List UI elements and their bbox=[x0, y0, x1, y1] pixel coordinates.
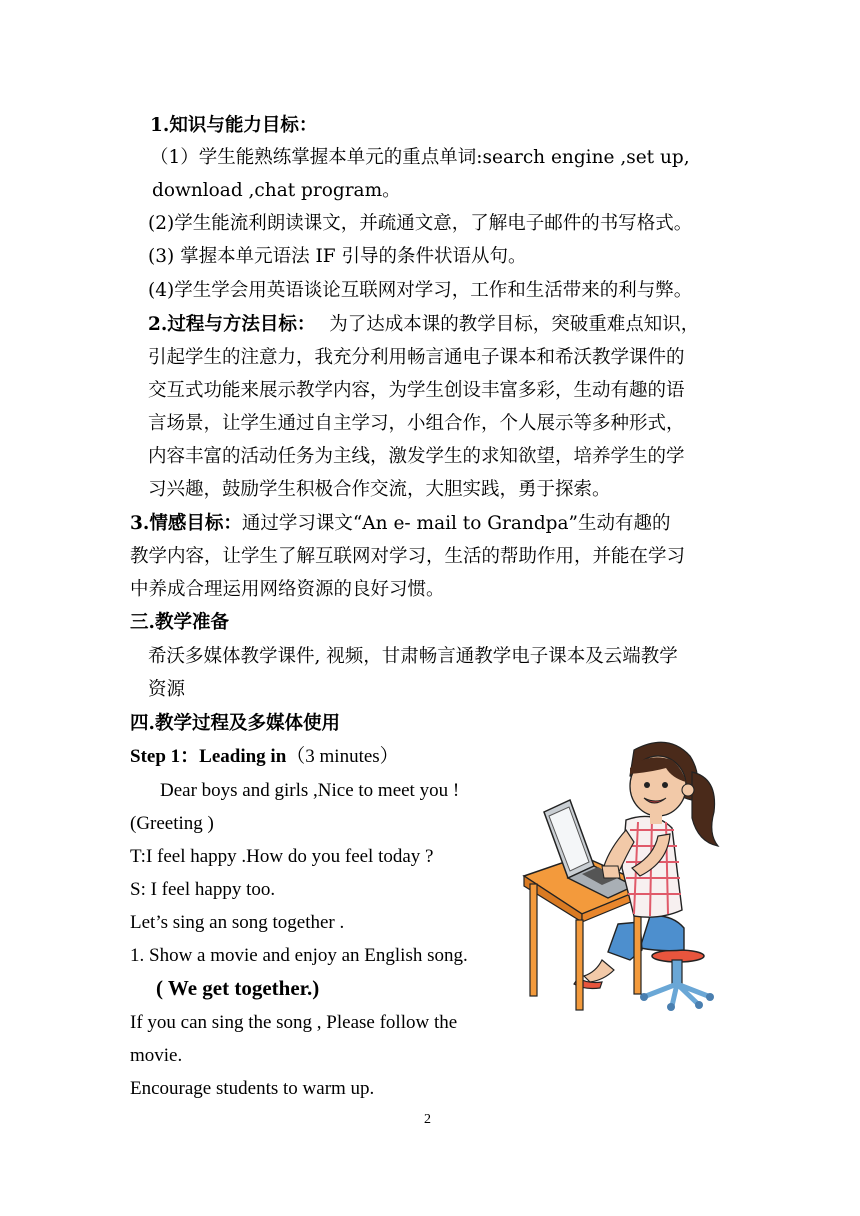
emotional-objective-text-2: 教学内容，让学生了解互联网对学习，生活的帮助作用，并能在学习 bbox=[130, 546, 686, 567]
process-method-text-6: 习兴趣，鼓励学生积极合作交流，大胆实践，勇于探索。 bbox=[148, 479, 611, 500]
objective-item-4: (4)学生学会用英语谈论互联网对学习，工作和生活带来的利与弊。 bbox=[148, 280, 693, 301]
heading-knowledge-objectives: 1.知识与能力目标： bbox=[150, 115, 318, 136]
process-method-text-5: 内容丰富的活动任务为主线，激发学生的求知欲望，培养学生的学 bbox=[148, 446, 685, 467]
heading-process-method: 2.过程与方法目标： bbox=[148, 314, 316, 335]
girl-at-laptop-illustration bbox=[522, 738, 732, 1012]
process-method-text-1: 为了达成本课的教学目标，突破重难点知识， bbox=[329, 314, 700, 335]
step-1-label: Step 1：Leading in bbox=[130, 746, 287, 767]
process-line-3: T:I feel happy .How do you feel today ? bbox=[130, 846, 434, 867]
objective-item-1: （1）学生能熟练掌握本单元的重点单词:search engine ,set up, bbox=[150, 147, 690, 168]
heading-teaching-process: 四.教学过程及多媒体使用 bbox=[130, 713, 340, 734]
preparation-text-1: 希沃多媒体教学课件, 视频，甘肃畅言通教学电子课本及云端教学 bbox=[148, 646, 678, 667]
process-method-text-3: 交互式功能来展示教学内容，为学生创设丰富多彩，生动有趣的语 bbox=[148, 380, 685, 401]
objective-item-3: (3) 掌握本单元语法 IF 引导的条件状语从句。 bbox=[148, 246, 527, 267]
emotional-objective-text-3: 中养成合理运用网络资源的良好习惯。 bbox=[130, 579, 445, 600]
process-method-text-4: 言场景，让学生通过自主学习，小组合作，个人展示等多种形式， bbox=[148, 413, 685, 434]
emotional-objective-paragraph bbox=[130, 512, 671, 536]
process-line-6: 1. Show a movie and enjoy an English song. bbox=[130, 945, 468, 966]
process-line-5: Let’s sing an song together . bbox=[130, 912, 345, 933]
process-method-text-2: 引起学生的注意力，我充分利用畅言通电子课本和希沃教学课件的 bbox=[148, 347, 685, 368]
preparation-text-2: 资源 bbox=[148, 679, 186, 700]
process-line-8: If you can sing the song , Please follow the bbox=[130, 1012, 458, 1033]
process-line-9: movie. bbox=[130, 1045, 183, 1066]
process-line-10: Encourage students to warm up. bbox=[130, 1078, 375, 1099]
step-1-time: （3 minutes） bbox=[286, 746, 399, 767]
process-line-1: Dear boys and girls ,Nice to meet you ! bbox=[160, 780, 460, 801]
process-line-2: (Greeting ) bbox=[130, 813, 214, 834]
stool-icon bbox=[640, 950, 714, 1011]
heading-teaching-preparation: 三.教学准备 bbox=[130, 612, 229, 633]
page-number: 2 bbox=[424, 1112, 431, 1127]
objective-item-1-cont: download ,chat program。 bbox=[152, 180, 401, 201]
process-method-paragraph bbox=[148, 313, 699, 337]
emotional-objective-text-1: 通过学习课文“An e- mail to Grandpa”生动有趣的 bbox=[241, 513, 671, 534]
step-1-heading bbox=[130, 745, 399, 769]
process-line-4: S: I feel happy too. bbox=[130, 879, 276, 900]
objective-item-2: (2)学生能流利朗读课文，并疏通文意，了解电子邮件的书写格式。 bbox=[148, 213, 693, 234]
process-line-7: ( We get together.) bbox=[156, 976, 320, 1000]
heading-emotional-objectives: 3.情感目标： bbox=[130, 513, 242, 534]
